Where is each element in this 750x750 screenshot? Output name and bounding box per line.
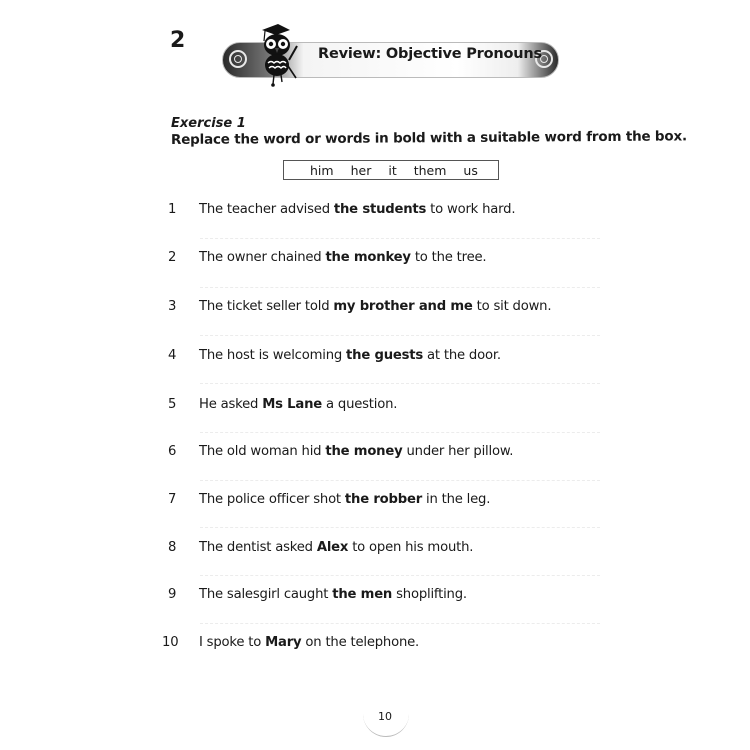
bold-phrase: the monkey — [325, 250, 411, 265]
bold-phrase: my brother and me — [333, 299, 473, 314]
item-text: The salesgirl caught — [199, 587, 333, 602]
bold-phrase: the students — [333, 202, 427, 217]
exercise-item — [168, 397, 397, 412]
unit-number: 2 — [170, 28, 186, 53]
item-number: 4 — [168, 348, 177, 363]
answer-line[interactable] — [200, 480, 600, 481]
item-text: The old woman hid — [199, 444, 326, 459]
word-option: her — [350, 162, 372, 178]
exercise-item — [162, 635, 420, 650]
item-number: 2 — [168, 250, 177, 265]
bold-phrase: the money — [325, 444, 403, 459]
item-text: The ticket seller told — [199, 299, 334, 314]
item-text: The teacher advised — [199, 202, 334, 217]
answer-line[interactable] — [200, 335, 600, 336]
swirl-icon — [229, 50, 247, 68]
exercise-title: Exercise 1 — [171, 116, 246, 131]
answer-line[interactable] — [200, 432, 600, 433]
bold-phrase: Ms Lane — [262, 397, 323, 412]
exercise-item — [168, 299, 551, 314]
bold-phrase: the guests — [346, 348, 424, 363]
item-number: 6 — [168, 444, 177, 459]
bold-phrase: the robber — [344, 492, 423, 507]
item-text: under her pillow. — [402, 444, 514, 459]
item-text: He asked — [199, 397, 263, 412]
item-number: 3 — [168, 299, 177, 314]
item-text: in the leg. — [422, 492, 491, 507]
bold-phrase: Alex — [316, 540, 349, 555]
banner-title: Review: Objective Pronouns — [318, 46, 542, 62]
item-number: 1 — [168, 202, 177, 217]
item-number: 9 — [168, 587, 177, 602]
exercise-item — [168, 492, 490, 507]
item-text: on the telephone. — [301, 635, 420, 650]
answer-line[interactable] — [200, 238, 600, 239]
word-option: us — [463, 162, 478, 178]
item-number: 7 — [168, 492, 177, 507]
item-text: to the tree. — [410, 250, 487, 265]
item-text: The owner chained — [199, 250, 326, 265]
instruction: Replace the word or words in bold with a suitable word from the box. — [170, 128, 687, 148]
item-text: shoplifting. — [392, 587, 467, 602]
page-number: 10 — [378, 710, 392, 723]
item-text: to open his mouth. — [348, 540, 474, 555]
owl-mascot-icon — [252, 22, 302, 92]
item-text: The police officer shot — [199, 492, 345, 507]
bold-phrase: the men — [332, 587, 393, 602]
answer-line[interactable] — [200, 527, 600, 528]
exercise-item — [168, 540, 473, 555]
answer-line[interactable] — [200, 575, 600, 576]
bold-phrase: Mary — [265, 635, 302, 650]
answer-line[interactable] — [200, 623, 600, 624]
answer-line[interactable] — [200, 287, 600, 288]
item-text: at the door. — [423, 348, 501, 363]
word-box — [283, 160, 499, 180]
item-text: I spoke to — [199, 635, 266, 650]
exercise-item — [168, 250, 486, 265]
item-number: 8 — [168, 540, 177, 555]
exercise-item — [168, 202, 515, 217]
item-text: to sit down. — [472, 299, 552, 314]
item-text: The dentist asked — [199, 540, 317, 555]
item-text: a question. — [322, 397, 398, 412]
item-number: 10 — [162, 635, 179, 650]
word-option: him — [310, 162, 334, 178]
item-text: The host is welcoming — [199, 348, 347, 363]
exercise-item — [168, 444, 513, 459]
item-text: to work hard. — [426, 202, 516, 217]
exercise-item — [168, 587, 467, 602]
answer-line[interactable] — [200, 383, 600, 384]
exercise-item — [168, 348, 501, 363]
word-option: it — [388, 162, 397, 178]
item-number: 5 — [168, 397, 177, 412]
word-option: them — [413, 162, 447, 178]
